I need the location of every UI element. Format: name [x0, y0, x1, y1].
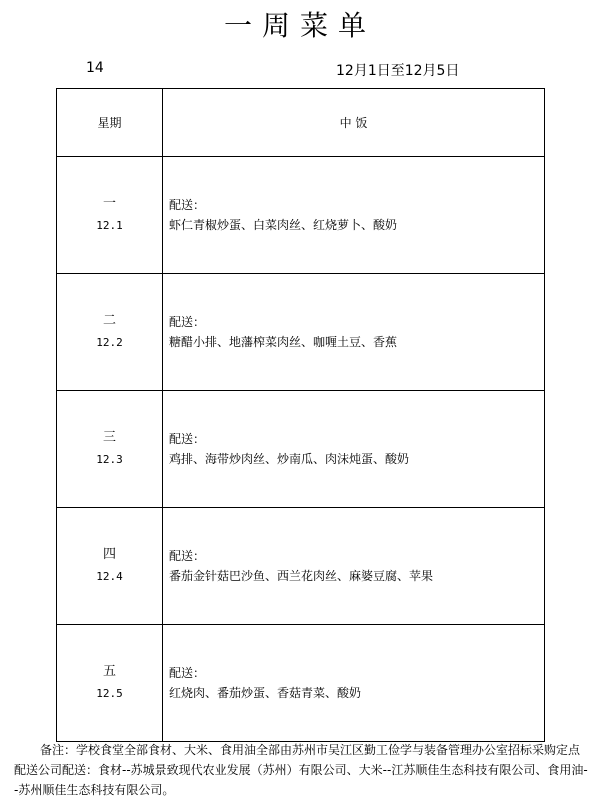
day-date: 12.1	[96, 219, 123, 232]
day-name: 二	[102, 313, 116, 328]
delivery-label: 配送：	[169, 315, 206, 329]
day-date: 12.4	[96, 570, 123, 583]
table-row	[57, 274, 545, 391]
footnote: 备注：学校食堂全部食材、大米、食用油全部由苏州市吴江区勤工俭学与装备管理办公室招标采购定点配送公司配送：食材--苏城景致现代农业发展（苏州）有限公司、大米--江苏顺佳生态科技有限公司、食用油--苏州顺佳生态科技有限公司。	[14, 743, 588, 797]
menu-cell	[163, 274, 545, 391]
date-range: 12月1日至12月5日	[336, 63, 460, 79]
day-cell	[57, 508, 163, 625]
dishes: 虾仁青椒炒蛋、白菜肉丝、红烧萝卜、酸奶	[169, 218, 398, 232]
menu-cell	[163, 391, 545, 508]
day-name: 五	[102, 664, 116, 679]
delivery-label: 配送：	[169, 432, 206, 446]
table-row	[57, 157, 545, 274]
day-cell	[57, 274, 163, 391]
day-name: 一	[102, 196, 116, 211]
day-cell	[57, 157, 163, 274]
dishes: 红烧肉、番茄炒蛋、香菇青菜、酸奶	[169, 686, 362, 700]
header-day: 星期	[57, 89, 163, 157]
day-cell	[57, 391, 163, 508]
header-lunch: 中 饭	[163, 89, 545, 157]
dishes: 糖醋小排、地藩榨菜肉丝、咖喱土豆、香蕉	[169, 335, 398, 349]
dishes: 鸡排、海带炒肉丝、炒南瓜、肉沫炖蛋、酸奶	[169, 452, 410, 466]
page-title: 一周菜单	[223, 9, 376, 42]
menu-cell	[163, 157, 545, 274]
delivery-label: 配送：	[169, 549, 206, 563]
delivery-label: 配送：	[169, 666, 206, 680]
dishes: 番茄金针菇巴沙鱼、西兰花肉丝、麻婆豆腐、苹果	[169, 569, 434, 583]
day-name: 三	[102, 430, 116, 445]
day-date: 12.3	[96, 453, 123, 466]
table-header-row	[57, 89, 545, 157]
weekly-menu-table	[56, 88, 545, 742]
day-date: 12.5	[96, 687, 123, 700]
delivery-label: 配送：	[169, 198, 206, 212]
table-row	[57, 625, 545, 742]
menu-cell	[163, 625, 545, 742]
day-date: 12.2	[96, 336, 123, 349]
table-row	[57, 508, 545, 625]
menu-cell	[163, 508, 545, 625]
issue-number: 14	[86, 60, 104, 76]
table-row	[57, 391, 545, 508]
day-cell	[57, 625, 163, 742]
day-name: 四	[102, 547, 116, 562]
